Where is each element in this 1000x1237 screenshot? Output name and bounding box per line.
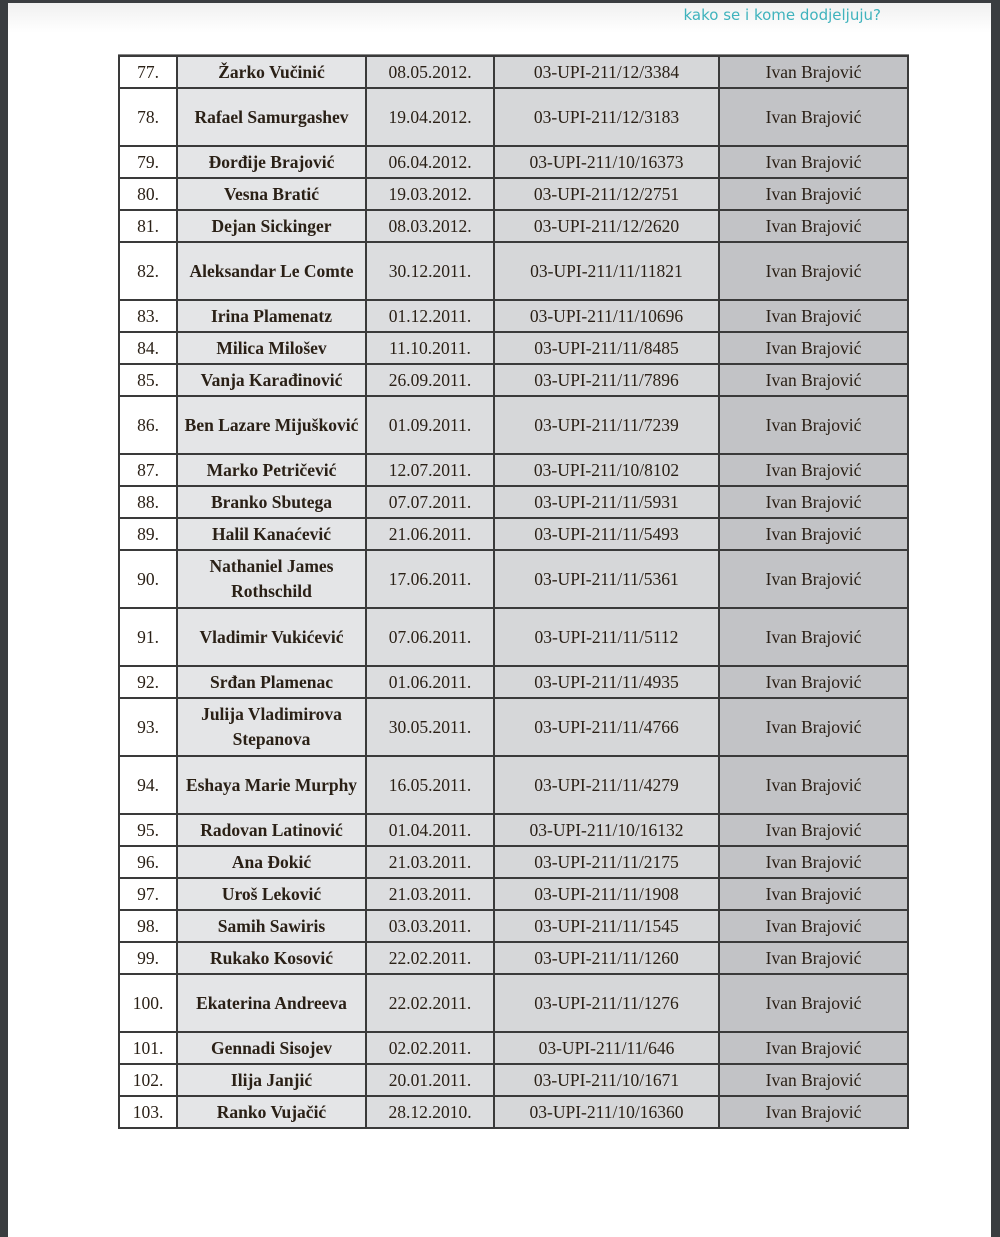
- decision-date-cell: 01.06.2011.: [366, 666, 494, 698]
- signed-by-cell: Ivan Brajović: [719, 942, 908, 974]
- row-number-cell: 94.: [119, 756, 177, 814]
- signed-by-cell: Ivan Brajović: [719, 332, 908, 364]
- decision-date-cell: 19.04.2012.: [366, 88, 494, 146]
- person-name-cell: Halil Kanaćević: [177, 518, 366, 550]
- decision-date-cell: 07.06.2011.: [366, 608, 494, 666]
- person-name-cell: Vladimir Vukićević: [177, 608, 366, 666]
- row-number-cell: 93.: [119, 698, 177, 756]
- signed-by-cell: Ivan Brajović: [719, 396, 908, 454]
- row-number-cell: 79.: [119, 146, 177, 178]
- case-number-cell: 03-UPI-211/10/16373: [494, 146, 719, 178]
- case-number-cell: 03-UPI-211/10/8102: [494, 454, 719, 486]
- case-number-cell: 03-UPI-211/11/10696: [494, 300, 719, 332]
- decision-date-cell: 30.12.2011.: [366, 242, 494, 300]
- decision-date-cell: 21.03.2011.: [366, 878, 494, 910]
- person-name-cell: Irina Plamenatz: [177, 300, 366, 332]
- signed-by-cell: Ivan Brajović: [719, 974, 908, 1032]
- row-number-cell: 81.: [119, 210, 177, 242]
- decision-date-cell: 08.03.2012.: [366, 210, 494, 242]
- decision-date-cell: 01.04.2011.: [366, 814, 494, 846]
- signed-by-cell: Ivan Brajović: [719, 88, 908, 146]
- decision-date-cell: 16.05.2011.: [366, 756, 494, 814]
- table-row: [119, 364, 908, 396]
- page-header-title: kako se i kome dodjeljuju?: [683, 6, 881, 24]
- row-number-cell: 88.: [119, 486, 177, 518]
- table-row: [119, 698, 908, 756]
- signed-by-cell: Ivan Brajović: [719, 608, 908, 666]
- person-name-cell: Đorđije Brajović: [177, 146, 366, 178]
- decision-date-cell: 19.03.2012.: [366, 178, 494, 210]
- person-name-cell: Milica Milošev: [177, 332, 366, 364]
- table-row: [119, 666, 908, 698]
- case-number-cell: 03-UPI-211/11/5112: [494, 608, 719, 666]
- case-number-cell: 03-UPI-211/11/2175: [494, 846, 719, 878]
- person-name-cell: Aleksandar Le Comte: [177, 242, 366, 300]
- row-number-cell: 78.: [119, 88, 177, 146]
- row-number-cell: 92.: [119, 666, 177, 698]
- table-row: [119, 910, 908, 942]
- table-row: [119, 210, 908, 242]
- row-number-cell: 96.: [119, 846, 177, 878]
- table-row: [119, 242, 908, 300]
- row-number-cell: 98.: [119, 910, 177, 942]
- person-name-cell: Ben Lazare Mijušković: [177, 396, 366, 454]
- case-number-cell: 03-UPI-211/11/4766: [494, 698, 719, 756]
- row-number-cell: 97.: [119, 878, 177, 910]
- table-body: [119, 56, 908, 1128]
- table-row: [119, 1032, 908, 1064]
- case-number-cell: 03-UPI-211/11/1908: [494, 878, 719, 910]
- decision-date-cell: 26.09.2011.: [366, 364, 494, 396]
- table-row: [119, 332, 908, 364]
- person-name-cell: Vanja Karađinović: [177, 364, 366, 396]
- table-row: [119, 56, 908, 88]
- case-number-cell: 03-UPI-211/11/5361: [494, 550, 719, 608]
- row-number-cell: 91.: [119, 608, 177, 666]
- case-number-cell: 03-UPI-211/11/1260: [494, 942, 719, 974]
- decision-date-cell: 03.03.2011.: [366, 910, 494, 942]
- signed-by-cell: Ivan Brajović: [719, 56, 908, 88]
- row-number-cell: 103.: [119, 1096, 177, 1128]
- decision-date-cell: 01.09.2011.: [366, 396, 494, 454]
- table-row: [119, 454, 908, 486]
- row-number-cell: 86.: [119, 396, 177, 454]
- signed-by-cell: Ivan Brajović: [719, 364, 908, 396]
- decision-date-cell: 11.10.2011.: [366, 332, 494, 364]
- case-number-cell: 03-UPI-211/11/4279: [494, 756, 719, 814]
- case-number-cell: 03-UPI-211/12/3384: [494, 56, 719, 88]
- table-row: [119, 518, 908, 550]
- decision-date-cell: 07.07.2011.: [366, 486, 494, 518]
- signed-by-cell: Ivan Brajović: [719, 210, 908, 242]
- decision-date-cell: 02.02.2011.: [366, 1032, 494, 1064]
- person-name-cell: Samih Sawiris: [177, 910, 366, 942]
- table-row: [119, 878, 908, 910]
- row-number-cell: 87.: [119, 454, 177, 486]
- signed-by-cell: Ivan Brajović: [719, 1032, 908, 1064]
- signed-by-cell: Ivan Brajović: [719, 146, 908, 178]
- signed-by-cell: Ivan Brajović: [719, 910, 908, 942]
- signed-by-cell: Ivan Brajović: [719, 518, 908, 550]
- person-name-cell: Ilija Janjić: [177, 1064, 366, 1096]
- signed-by-cell: Ivan Brajović: [719, 242, 908, 300]
- decision-date-cell: 12.07.2011.: [366, 454, 494, 486]
- decision-date-cell: 30.05.2011.: [366, 698, 494, 756]
- decision-date-cell: 22.02.2011.: [366, 942, 494, 974]
- signed-by-cell: Ivan Brajović: [719, 698, 908, 756]
- person-name-cell: Nathaniel James Rothschild: [177, 550, 366, 608]
- table-row: [119, 942, 908, 974]
- case-number-cell: 03-UPI-211/10/1671: [494, 1064, 719, 1096]
- signed-by-cell: Ivan Brajović: [719, 1064, 908, 1096]
- table-row: [119, 300, 908, 332]
- table-row: [119, 846, 908, 878]
- row-number-cell: 85.: [119, 364, 177, 396]
- person-name-cell: Dejan Sickinger: [177, 210, 366, 242]
- person-name-cell: Branko Sbutega: [177, 486, 366, 518]
- document-page: [8, 3, 991, 1237]
- case-number-cell: 03-UPI-211/10/16360: [494, 1096, 719, 1128]
- decision-date-cell: 06.04.2012.: [366, 146, 494, 178]
- row-number-cell: 83.: [119, 300, 177, 332]
- row-number-cell: 80.: [119, 178, 177, 210]
- person-name-cell: Uroš Leković: [177, 878, 366, 910]
- case-number-cell: 03-UPI-211/11/1276: [494, 974, 719, 1032]
- person-name-cell: Rukako Kosović: [177, 942, 366, 974]
- person-name-cell: Ana Đokić: [177, 846, 366, 878]
- decision-date-cell: 01.12.2011.: [366, 300, 494, 332]
- table-row: [119, 550, 908, 608]
- signed-by-cell: Ivan Brajović: [719, 1096, 908, 1128]
- case-number-cell: 03-UPI-211/11/11821: [494, 242, 719, 300]
- table-row: [119, 1096, 908, 1128]
- table-row: [119, 396, 908, 454]
- table-row: [119, 974, 908, 1032]
- signed-by-cell: Ivan Brajović: [719, 454, 908, 486]
- case-number-cell: 03-UPI-211/12/2751: [494, 178, 719, 210]
- decision-date-cell: 22.02.2011.: [366, 974, 494, 1032]
- person-name-cell: Ranko Vujačić: [177, 1096, 366, 1128]
- case-number-cell: 03-UPI-211/11/7239: [494, 396, 719, 454]
- person-name-cell: Gennadi Sisojev: [177, 1032, 366, 1064]
- citizenship-table: [118, 55, 909, 1129]
- case-number-cell: 03-UPI-211/11/4935: [494, 666, 719, 698]
- row-number-cell: 100.: [119, 974, 177, 1032]
- table-row: [119, 146, 908, 178]
- row-number-cell: 99.: [119, 942, 177, 974]
- person-name-cell: Srđan Plamenac: [177, 666, 366, 698]
- table-row: [119, 178, 908, 210]
- case-number-cell: 03-UPI-211/11/7896: [494, 364, 719, 396]
- row-number-cell: 102.: [119, 1064, 177, 1096]
- case-number-cell: 03-UPI-211/11/8485: [494, 332, 719, 364]
- case-number-cell: 03-UPI-211/11/5493: [494, 518, 719, 550]
- decision-date-cell: 28.12.2010.: [366, 1096, 494, 1128]
- signed-by-cell: Ivan Brajović: [719, 550, 908, 608]
- table-row: [119, 814, 908, 846]
- person-name-cell: Eshaya Marie Murphy: [177, 756, 366, 814]
- row-number-cell: 95.: [119, 814, 177, 846]
- table-row: [119, 1064, 908, 1096]
- decision-date-cell: 21.03.2011.: [366, 846, 494, 878]
- row-number-cell: 82.: [119, 242, 177, 300]
- signed-by-cell: Ivan Brajović: [719, 756, 908, 814]
- table-row: [119, 756, 908, 814]
- case-number-cell: 03-UPI-211/10/16132: [494, 814, 719, 846]
- person-name-cell: Rafael Samurgashev: [177, 88, 366, 146]
- person-name-cell: Žarko Vučinić: [177, 56, 366, 88]
- row-number-cell: 101.: [119, 1032, 177, 1064]
- case-number-cell: 03-UPI-211/12/3183: [494, 88, 719, 146]
- row-number-cell: 89.: [119, 518, 177, 550]
- case-number-cell: 03-UPI-211/11/646: [494, 1032, 719, 1064]
- signed-by-cell: Ivan Brajović: [719, 814, 908, 846]
- signed-by-cell: Ivan Brajović: [719, 846, 908, 878]
- signed-by-cell: Ivan Brajović: [719, 300, 908, 332]
- decision-date-cell: 20.01.2011.: [366, 1064, 494, 1096]
- decision-date-cell: 17.06.2011.: [366, 550, 494, 608]
- person-name-cell: Ekaterina Andreeva: [177, 974, 366, 1032]
- case-number-cell: 03-UPI-211/12/2620: [494, 210, 719, 242]
- row-number-cell: 84.: [119, 332, 177, 364]
- signed-by-cell: Ivan Brajović: [719, 486, 908, 518]
- signed-by-cell: Ivan Brajović: [719, 666, 908, 698]
- person-name-cell: Vesna Bratić: [177, 178, 366, 210]
- row-number-cell: 77.: [119, 56, 177, 88]
- decision-date-cell: 08.05.2012.: [366, 56, 494, 88]
- table-row: [119, 608, 908, 666]
- case-number-cell: 03-UPI-211/11/1545: [494, 910, 719, 942]
- person-name-cell: Marko Petričević: [177, 454, 366, 486]
- row-number-cell: 90.: [119, 550, 177, 608]
- person-name-cell: Julija Vladimirova Stepanova: [177, 698, 366, 756]
- signed-by-cell: Ivan Brajović: [719, 178, 908, 210]
- case-number-cell: 03-UPI-211/11/5931: [494, 486, 719, 518]
- signed-by-cell: Ivan Brajović: [719, 878, 908, 910]
- decision-date-cell: 21.06.2011.: [366, 518, 494, 550]
- table-row: [119, 486, 908, 518]
- person-name-cell: Radovan Latinović: [177, 814, 366, 846]
- table-row: [119, 88, 908, 146]
